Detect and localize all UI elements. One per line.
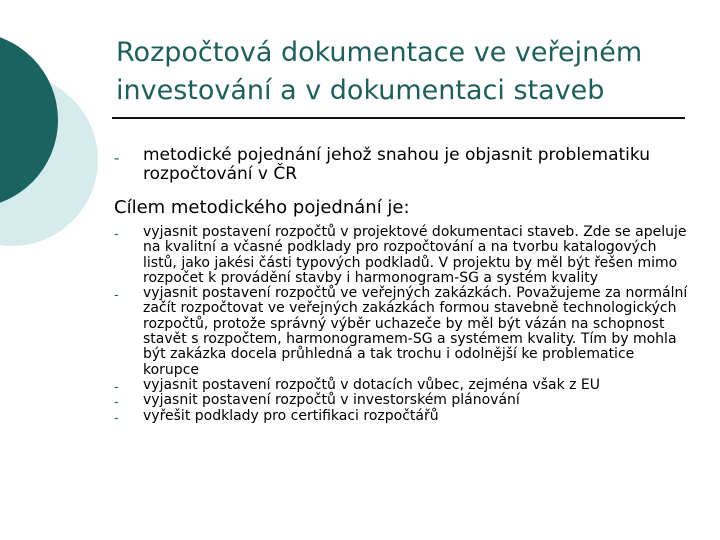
bullet-dash-icon: - (114, 410, 119, 426)
slide-title-line-2: investování a v dokumentaci staveb (116, 75, 605, 106)
goal-item-public-contracts (114, 286, 694, 378)
goal-item-subsidies (114, 378, 694, 393)
intro-bullet-list (114, 146, 694, 184)
bullet-dash-icon: - (114, 395, 119, 411)
goal-text: vyřešit podklady pro certifikaci rozpočtářů (143, 407, 439, 424)
goal-text: vyjasnit postavení rozpočtů v projektové dokumentaci staveb. Zde se apeluje na kvalitní a včasné podklady pro rozpočtování a na tvorbu katalogových listů, jako jakési části typových podkladů. V projektu by měl být řešen mimo rozpočet k provádění stavby i harmonogram-SG a systém kvality (143, 224, 687, 286)
bullet-dash-icon: - (114, 288, 119, 304)
goal-item-certification (114, 409, 694, 424)
goal-text: vyjasnit postavení rozpočtů ve veřejných zakázkách. Považujeme za normální začít rozpočtovat ve veřejných zakázkách formou stavebně technologických rozpočtů, protože správný výběr uchazeče by měl být vázán na schopnost stavět s rozpočtem, harmonogramem-SG a systémem kvality. Tím by mohla být zakázka docela průhledná a tak trochu i odolnější ke problematice korupce (143, 285, 688, 378)
bullet-dash-icon: - (114, 379, 119, 395)
goal-text: vyjasnit postavení rozpočtů v dotacích vůbec, zejména však z EU (143, 376, 601, 393)
goals-bullet-list (114, 225, 694, 424)
title-divider (112, 117, 685, 119)
intro-bullet-text: metodické pojednání jehož snahou je objasnit problematiku rozpočtování v ČR (143, 145, 650, 184)
goals-lead-text: Cílem metodického pojednání je: (114, 197, 410, 218)
goal-text: vyjasnit postavení rozpočtů v investorském plánování (143, 392, 520, 409)
goal-item-project-documentation (114, 225, 694, 286)
slide-title-line-1: Rozpočtová dokumentace ve veřejném (116, 37, 643, 68)
slide-title (116, 34, 696, 110)
bullet-dash-icon: - (114, 227, 119, 242)
goal-item-investor-planning (114, 392, 694, 411)
overlapping-circles-decoration-icon (0, 0, 100, 260)
bullet-dash-icon: - (114, 149, 120, 167)
intro-bullet-item (114, 146, 694, 184)
